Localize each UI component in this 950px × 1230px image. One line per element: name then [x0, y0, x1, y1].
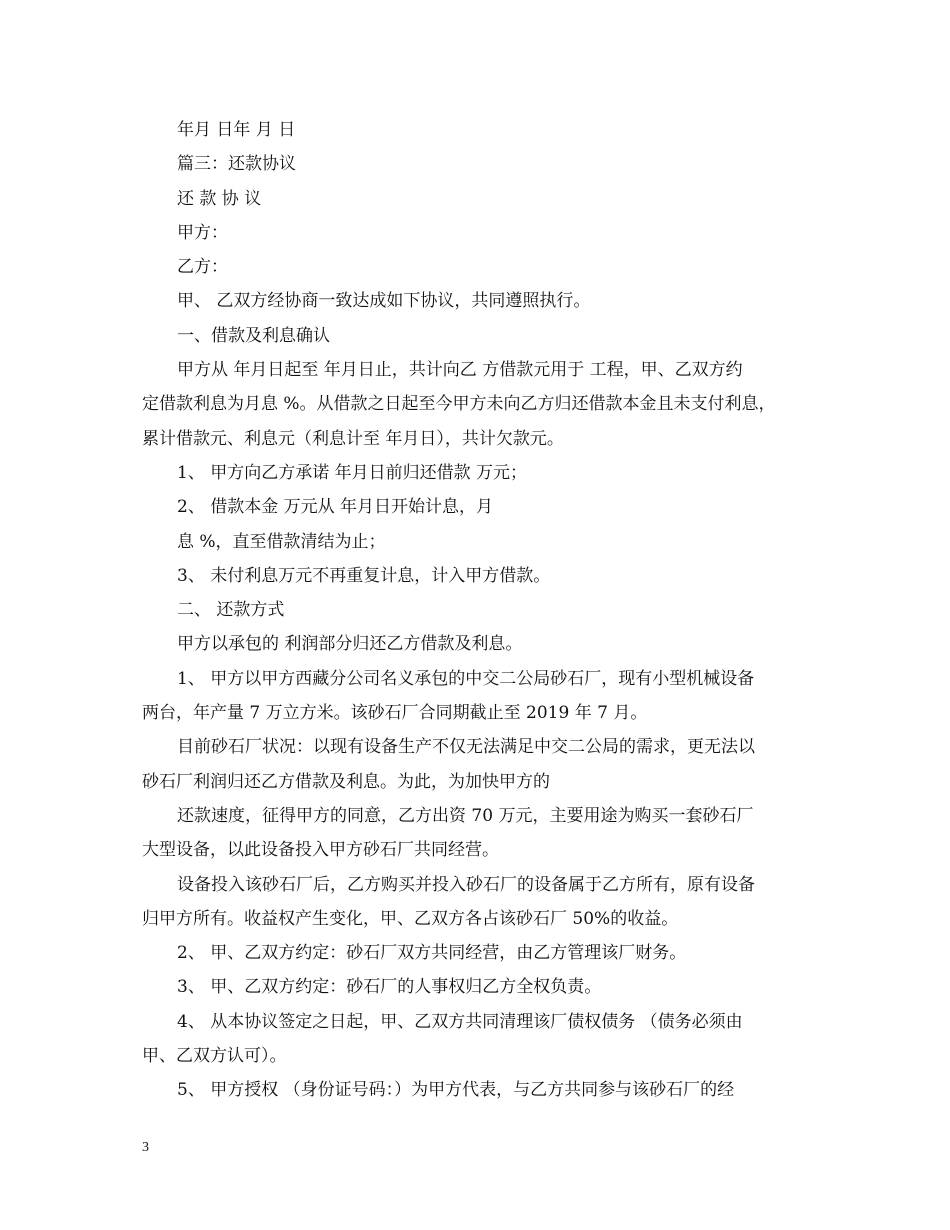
text-line: 甲方从 年月日起至 年月日止，共计向乙 方借款元用于 工程，甲、乙双方约 [177, 360, 743, 381]
text-line: 1、 甲方以甲方西藏分公司名义承包的中交二公局砂石厂，现有小型机械设备 [177, 668, 755, 689]
text-line: 还 款 协 议 [177, 188, 262, 209]
text-line: 一、借款及利息确认 [177, 325, 330, 346]
text-line: 5、 甲方授权 （身份证号码：）为甲方代表，与乙方共同参与该砂石厂的经 [177, 1080, 735, 1101]
text-line: 还款速度，征得甲方的同意，乙方出资 70 万元，主要用途为购买一套砂石厂 [177, 805, 754, 826]
text-line: 甲、 乙双方经协商一致达成如下协议，共同遵照执行。 [177, 291, 591, 312]
text-line: 甲、乙双方认可）。 [142, 1046, 287, 1067]
text-line: 设备投入该砂石厂后，乙方购买并投入砂石厂的设备属于乙方所有，原有设备 [177, 874, 755, 895]
text-line: 年月 日年 月 日 [177, 120, 296, 140]
page-number: 3 [142, 1140, 149, 1155]
text-line: 大型设备，以此设备投入甲方砂石厂共同经营。 [142, 840, 499, 861]
text-line: 2、 甲、乙双方约定：砂石厂双方共同经营，由乙方管理该厂财务。 [177, 943, 687, 964]
text-line: 两台，年产量 7 万立方米。该砂石厂合同期截止至 2019 年 7 月。 [142, 703, 648, 724]
text-line: 甲方： [177, 222, 228, 243]
text-line: 归甲方所有。收益权产生变化，甲、乙双方各占该砂石厂 50%的收益。 [142, 908, 679, 929]
text-line: 乙方： [177, 257, 228, 278]
text-line: 定借款利息为月息 %。从借款之日起至今甲方未向乙方归还借款本金且未支付利息， [142, 394, 776, 415]
text-line: 篇三：还款协议 [177, 154, 296, 175]
text-line: 3、 甲、乙双方约定：砂石厂的人事权归乙方全权负责。 [177, 977, 602, 998]
text-line: 累计借款元、利息元（利息计至 年月日），共计欠款元。 [142, 428, 564, 449]
text-line: 二、 还款方式 [177, 600, 285, 621]
document-body [142, 113, 822, 1108]
text-line: 2、 借款本金 万元从 年月日开始计息，月 [177, 497, 494, 518]
text-line: 4、 从本协议签定之日起，甲、乙双方共同清理该厂债权债务 （债务必须由 [177, 1011, 743, 1032]
text-line: 砂石厂利润归还乙方借款及利息。为此，为加快甲方的 [142, 771, 550, 792]
text-line: 1、 甲方向乙方承诺 年月日前归还借款 万元； [177, 462, 528, 483]
text-line: 目前砂石厂状况：以现有设备生产不仅无法满足中交二公局的需求，更无法以 [177, 737, 755, 758]
text-line: 3、 未付利息万元不再重复计息，计入甲方借款。 [177, 565, 551, 586]
text-line: 甲方以承包的 利润部分归还乙方借款及利息。 [177, 634, 523, 655]
text-line: 息 %，直至借款清结为止； [177, 531, 386, 552]
